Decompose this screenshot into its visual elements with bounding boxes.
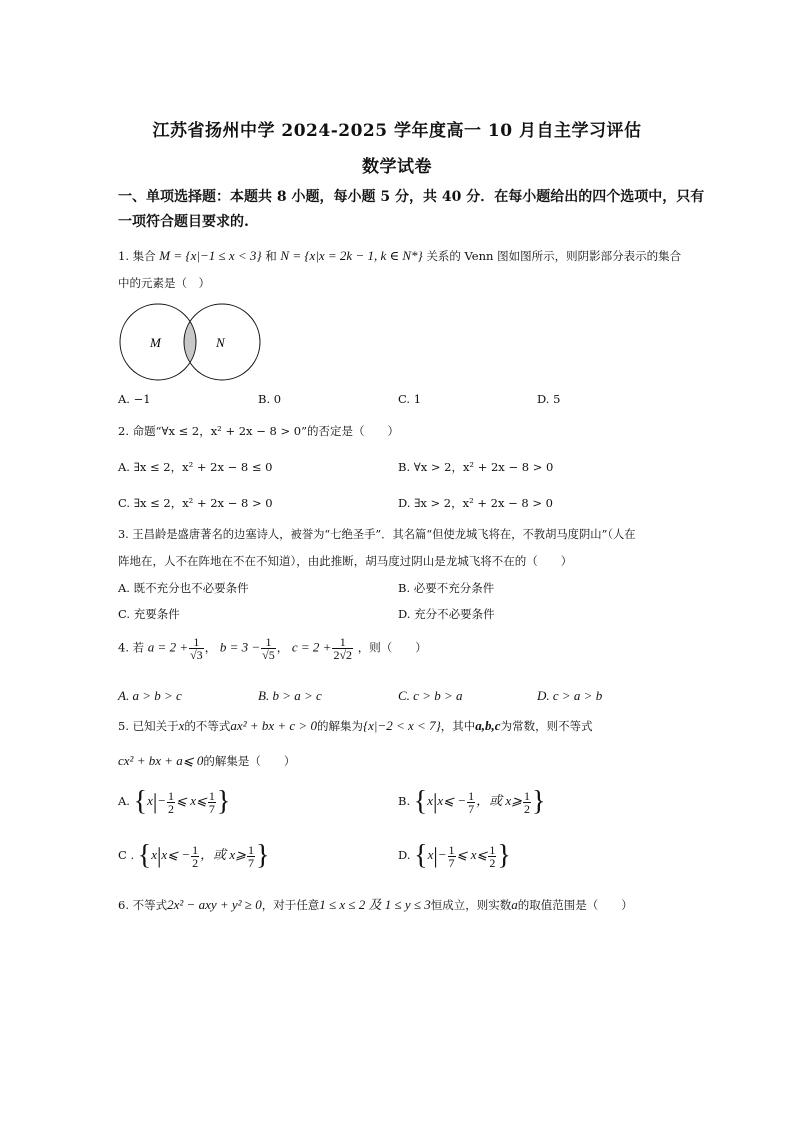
q5-option-b[interactable]: B. {x|x⩽ − $\frac{1}{7}$ ，或 x⩾ $\frac{1}{2}$ } [398, 786, 546, 817]
q4-a-fraction: $\frac{1}{√3}$ [190, 635, 203, 662]
q1-number: 1. 集合 [118, 249, 156, 263]
q5-option-d[interactable]: D. {x|− $\frac{1}{7}$ ⩽ x⩽ $\frac{1}{2}$ } [398, 840, 511, 871]
question-4-stem: 4. 若 a = 2 + $\frac{1}{√3}$ ， b = 3 − $\frac{1}{√5}$ ， c = 2 + $\frac{1}{2√2}$ ，则（ ） [118, 635, 427, 662]
q6-text-b: ，对于任意 [261, 898, 320, 912]
q1-option-a[interactable]: A. −1 [118, 392, 151, 406]
q5-solution-set: {x|−2 < x < 7} [362, 718, 441, 733]
q5-abc: a,b,c [475, 718, 501, 733]
q5-inequality-2: cx² + bx + a⩽ 0 [118, 753, 204, 768]
page-title: 江苏省扬州中学 2024-2025 学年度高一 10 月自主学习评估 [152, 121, 642, 141]
q5-text-2b: 的解集是（ ） [203, 754, 296, 768]
venn-label-m: M [150, 335, 161, 350]
q4-c-expr: c = 2 + [291, 639, 332, 655]
q1-tail: 关系的 Venn 图如图所示，则阴影部分表示的集合 [426, 249, 682, 263]
q1-option-c[interactable]: C. 1 [398, 392, 422, 406]
q5-option-a[interactable]: A. {x|− $\frac{1}{2}$ ⩽ x⩽ $\frac{1}{7}$ } [118, 786, 231, 817]
q4-a-expr: a = 2 + [147, 639, 189, 655]
question-3-line1: 3. 王昌龄是盛唐著名的边塞诗人，被誉为“七绝圣手”．其名篇“但使龙城飞将在，不教胡马度阴山”（人在 [118, 528, 636, 541]
q6-text-d: 的取值范围是（ ） [517, 898, 633, 912]
question-1-stem [118, 248, 681, 264]
q2-option-b[interactable]: B. ∀x > 2，x² + 2x − 8 > 0 [398, 460, 554, 474]
q4-option-d[interactable]: D. c > a > b [537, 688, 603, 703]
venn-diagram [116, 302, 266, 388]
q6-inequality: 2x² − axy + y² ≥ 0 [167, 897, 262, 912]
q6-text-a: 6. 不等式 [118, 898, 168, 912]
question-2-stem: 2. 命题“∀x ≤ 2，x² + 2x − 8 > 0”的否定是（ ） [118, 424, 399, 438]
q3-option-d[interactable]: D. 充分不必要条件 [398, 607, 495, 621]
q5-text-f: 为常数，则不等式 [500, 719, 593, 733]
q6-text-c: 恒成立，则实数 [430, 898, 512, 912]
q1-option-d[interactable]: D. 5 [537, 392, 561, 406]
q5-text-c: 的不等式 [184, 719, 231, 733]
q5-inequality: ax² + bx + c > 0 [230, 718, 317, 733]
q4-option-a[interactable]: A. a > b > c [118, 688, 182, 703]
question-1-line2: 中的元素是（ ） [118, 276, 210, 290]
q3-option-b[interactable]: B. 必要不充分条件 [398, 581, 495, 595]
q4-suffix: ，则（ ） [357, 640, 427, 655]
q1-set-n: N = {x|x = 2k − 1, k ∈ N*} [280, 248, 423, 263]
q6-range: 1 ≤ x ≤ 2 及 1 ≤ y ≤ 3 [319, 897, 431, 912]
q2-option-a[interactable]: A. ∃x ≤ 2，x² + 2x − 8 ≤ 0 [118, 460, 273, 474]
venn-label-n: N [216, 335, 225, 350]
page-subtitle: 数学试卷 [362, 157, 432, 177]
q4-prefix: 4. 若 [118, 640, 145, 655]
q5-var-x: x [178, 718, 185, 733]
question-5-line1 [118, 718, 593, 734]
q1-and: 和 [265, 249, 277, 263]
question-3-line2: 阵地在，人不在阵地在不在不知道），由此推断，胡马度过阴山是龙城飞将不在的（ ） [118, 554, 573, 568]
section-heading-line2: 一项符合题目要求的. [118, 214, 249, 230]
q4-option-b[interactable]: B. b > a > c [258, 688, 322, 703]
q4-c-fraction: $\frac{1}{2√2}$ [333, 635, 353, 662]
q4-option-c[interactable]: C. c > b > a [398, 688, 463, 703]
q5-option-c[interactable]: C . {x|x⩽ − $\frac{1}{2}$ ，或 x⩾ $\frac{1}{7}$ } [118, 840, 270, 871]
q3-option-a[interactable]: A. 既不充分也不必要条件 [118, 581, 249, 595]
q1-option-b[interactable]: B. 0 [258, 392, 282, 406]
q2-option-c[interactable]: C. ∃x ≤ 2，x² + 2x − 8 > 0 [118, 496, 273, 510]
question-5-line2 [118, 753, 295, 769]
q5-text-a: 5. 已知关于 [118, 719, 179, 733]
q5-text-e: ，其中 [440, 719, 476, 733]
question-6-stem [118, 897, 633, 913]
q2-option-d[interactable]: D. ∃x > 2，x² + 2x − 8 > 0 [398, 496, 553, 510]
q4-b-fraction: $\frac{1}{√5}$ [262, 635, 275, 662]
q4-b-expr: b = 3 − [219, 639, 261, 655]
q1-set-m: M = {x|−1 ≤ x < 3} [159, 248, 262, 263]
q5-text-d: 的解集为 [316, 719, 363, 733]
q3-option-c[interactable]: C. 充要条件 [118, 607, 180, 621]
q6-var-a: a [511, 897, 518, 912]
section-heading-line1: 一、单项选择题：本题共 8 小题，每小题 5 分，共 40 分．在每小题给出的四个选项中，只有 [118, 189, 705, 205]
